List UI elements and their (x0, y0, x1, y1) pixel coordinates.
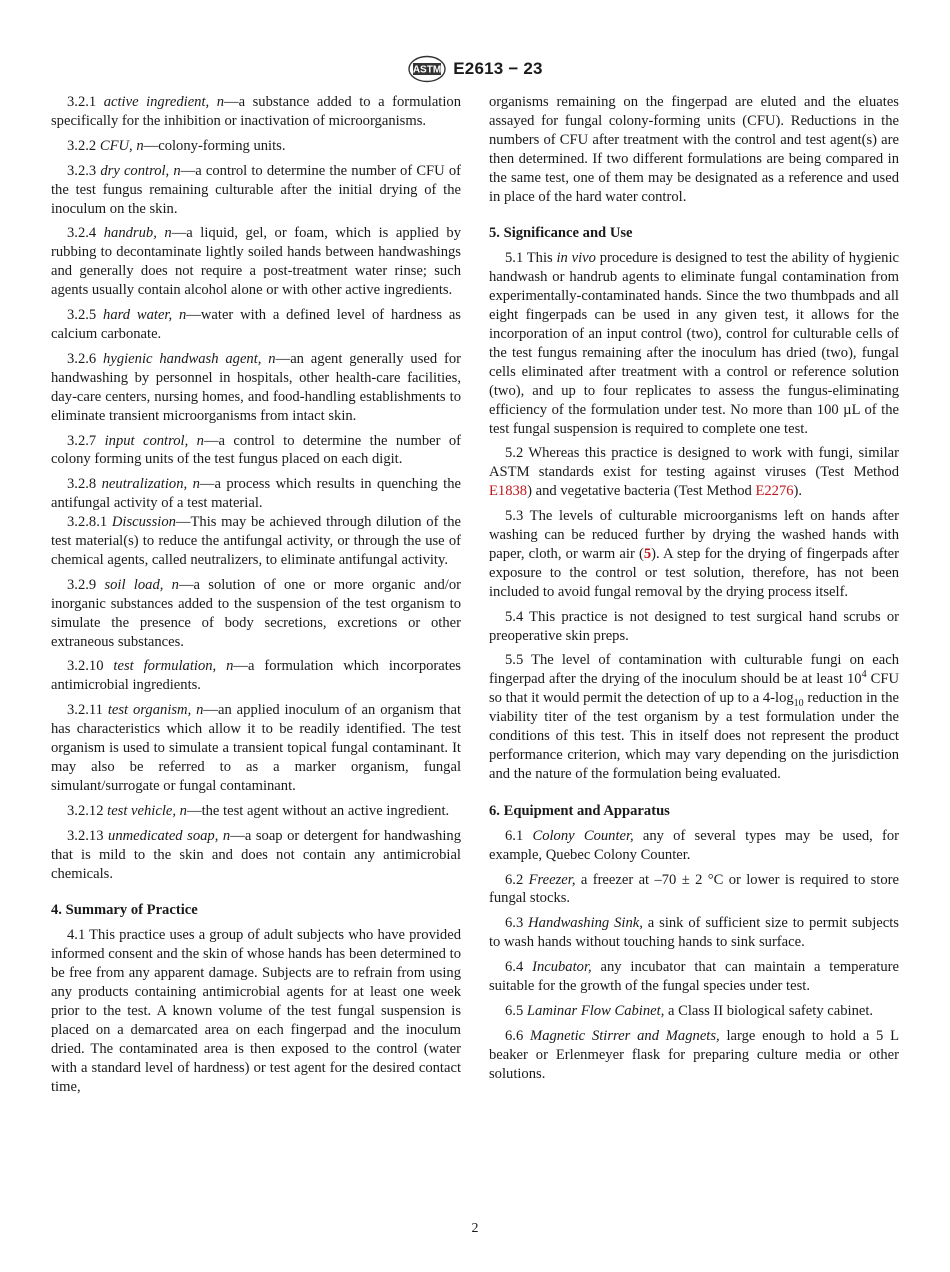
continued-paragraph: organisms remaining on the fingerpad are eluted and the eluates assayed for fungal colony-forming units (CFU). Reductions in the numbers of CFU after treatment with the control and test agent(s) are then determined. If two different formulations are being compared in the same test, one of them may be designated as a reference and used in place of the hard water control. (489, 94, 899, 205)
equipment-paragraph: 6.1 Colony Counter, any of several types may be used, for example, Quebec Colony Counter. (489, 827, 900, 863)
section-heading-significance: 5. Significance and Use (489, 225, 633, 242)
equipment-paragraph: 6.6 Magnetic Stirrer and Magnets, large enough to hold a 5 L beaker or Erlenmeyer flask for preparing culture media or other solutions. (489, 1027, 900, 1082)
reference-link-e1838[interactable]: E1838 (489, 483, 528, 500)
citation-link-5[interactable]: 5 (643, 545, 652, 562)
right-column (489, 93, 899, 1090)
significance-paragraph: 5.2 Whereas this practice is designed to work with fungi, similar ASTM standards exist for testing against viruses (Test Method E1838) and vegetative bacteria (Test Method E2276). (489, 445, 899, 500)
definition-paragraph: 3.2.8 neutralization, n—a process which results in quenching the antifungal activity of a test material. (51, 476, 462, 512)
definition-paragraph: 3.2.6 hygienic handwash agent, n—an agent generally used for handwashing by personnel in hospitals, other health-care facilities, day-care centers, nursing homes, and food-handling establishments to eliminate transient microorganisms from intact skin. (51, 350, 462, 424)
definition-paragraph: 3.2.4 handrub, n—a liquid, gel, or foam, which is applied by rubbing to decontaminate lightly soiled hands between handwashings and generally does not require a post-treatment water rinse; such agents usually contain alcohol alone or with other active ingredients. (51, 225, 461, 299)
left-column (51, 93, 461, 1103)
equipment-paragraph: 6.3 Handwashing Sink, a sink of sufficient size to permit subjects to wash hands without touching hands to sink surface. (489, 915, 899, 951)
section-heading-summary: 4. Summary of Practice (51, 902, 198, 919)
significance-paragraph: 5.5 The level of contamination with culturable fungi on each fingerpad after the drying of the inoculum should be at least $10^4$ CFU so that it would permit the detection of up to a $4-\log_{10}$ reduction in the viability titer of the test organism by a test formulation under the conditions of this test. This in itself does not represent the product performance criterion, which may vary depending on the jurisdiction and the nature of the formulation being evaluated. (489, 652, 899, 782)
document-designation: E2613 − 23 (453, 59, 543, 78)
page-header (0, 54, 950, 84)
significance-paragraph: 5.3 The levels of culturable microorganisms left on hands after washing can be reduced further by drying the washed hands with paper, cloth, or warm air (5). A step for the drying of fingerpads after exposure to the control or test solution, therefore, has not been included to avoid fungal removal by the drying process itself. (489, 508, 899, 600)
definition-paragraph: 3.2.3 dry control, n—a control to determine the number of CFU of the test fungus remaining culturable after the initial drying of the inoculum on the skin. (51, 162, 462, 217)
svg-text:ASTM: ASTM (413, 64, 442, 76)
significance-paragraph: 5.1 This in vivo procedure is designed to test the ability of hygienic handwash or handrub agents to eliminate fungal contamination from experimentally-contaminated hands. Since the two thumbpads and all eight fingerpads can be used in any given test, it allows for the incorporation of an input control (two), control for culturable cells of the test fungus remaining after the inoculum has dried (two), fungal cells eliminated after treatment with a control or reference solution (two), and up to four replicates to assess the fungus-eliminating efficiency of the formulation under test. No more than 100 µL of the test fungal suspension is required to complete one test. (489, 250, 899, 437)
astm-logo (407, 55, 447, 83)
section-heading-equipment: 6. Equipment and Apparatus (489, 802, 670, 819)
definition-paragraph: 3.2.1 active ingredient, n—a substance added to a formulation specifically for the inhibition or inactivation of microorganisms. (51, 94, 461, 129)
equipment-paragraph: 6.2 Freezer, a freezer at –70 ± 2 °C or lower is required to store fungal stocks. (489, 871, 899, 907)
definition-paragraph: 3.2.12 test vehicle, n—the test agent without an active ingredient. (67, 802, 450, 819)
definition-paragraph: 3.2.13 unmedicated soap, n—a soap or detergent for handwashing that is mild to the skin and does not contain any antimicrobial chemicals. (51, 827, 461, 882)
definition-paragraph: 3.2.2 CFU, n—colony-forming units. (67, 137, 286, 154)
summary-paragraph: 4.1 This practice uses a group of adult subjects who have provided informed consent and the skin of whose hands has been determined to be free from any apparent damage. Subjects are to refrain from using any products containing antimicrobial agents for at least one week prior to the test. A known volume of the test fungal suspension is placed on a demarcated area on each fingerpad and the inoculum dried. The contaminated area is then exposed to the control (water with a standard level of hardness) or test agent for the desired contact time, (51, 927, 461, 1095)
page-number: 2 (471, 1221, 479, 1236)
definition-paragraph: 3.2.11 test organism, n—an applied inoculum of an organism that has characteristics which allow it to be readily identified. The test organism is used to simulate a transient topical fungal contaminant. It may also be referred to as a marker organism, fungal simulant/surrogate or fungal contaminant. (51, 702, 462, 794)
significance-paragraph: 5.4 This practice is not designed to test surgical hand scrubs or preoperative skin preps. (489, 608, 899, 644)
definition-paragraph: 3.2.9 soil load, n—a solution of one or more organic and/or inorganic substances added to the suspension of the test organism to simulate the presence of body secretions, excretions or other extraneous substances. (51, 576, 461, 650)
equipment-paragraph: 6.4 Incubator, any incubator that can maintain a temperature suitable for the growth of the fungal species under test. (489, 959, 899, 995)
equipment-paragraph: 6.5 Laminar Flow Cabinet, a Class II biological safety cabinet. (505, 1002, 874, 1019)
definition-paragraph: 3.2.7 input control, n—a control to determine the number of colony forming units of the test fungus placed on each digit. (51, 432, 462, 468)
definition-paragraph: 3.2.10 test formulation, n—a formulation which incorporates antimicrobial ingredients. (51, 658, 461, 694)
definition-paragraph: 3.2.5 hard water, n—water with a defined level of hardness as calcium carbonate. (51, 307, 461, 342)
discussion-paragraph: 3.2.8.1 Discussion—This may be achieved through dilution of the test material(s) to reduce the antifungal activity, or through the use of chemical agents, called neutralizers, to eliminate antifungal activity. (51, 514, 461, 568)
reference-link-e2276[interactable]: E2276 (755, 483, 794, 500)
